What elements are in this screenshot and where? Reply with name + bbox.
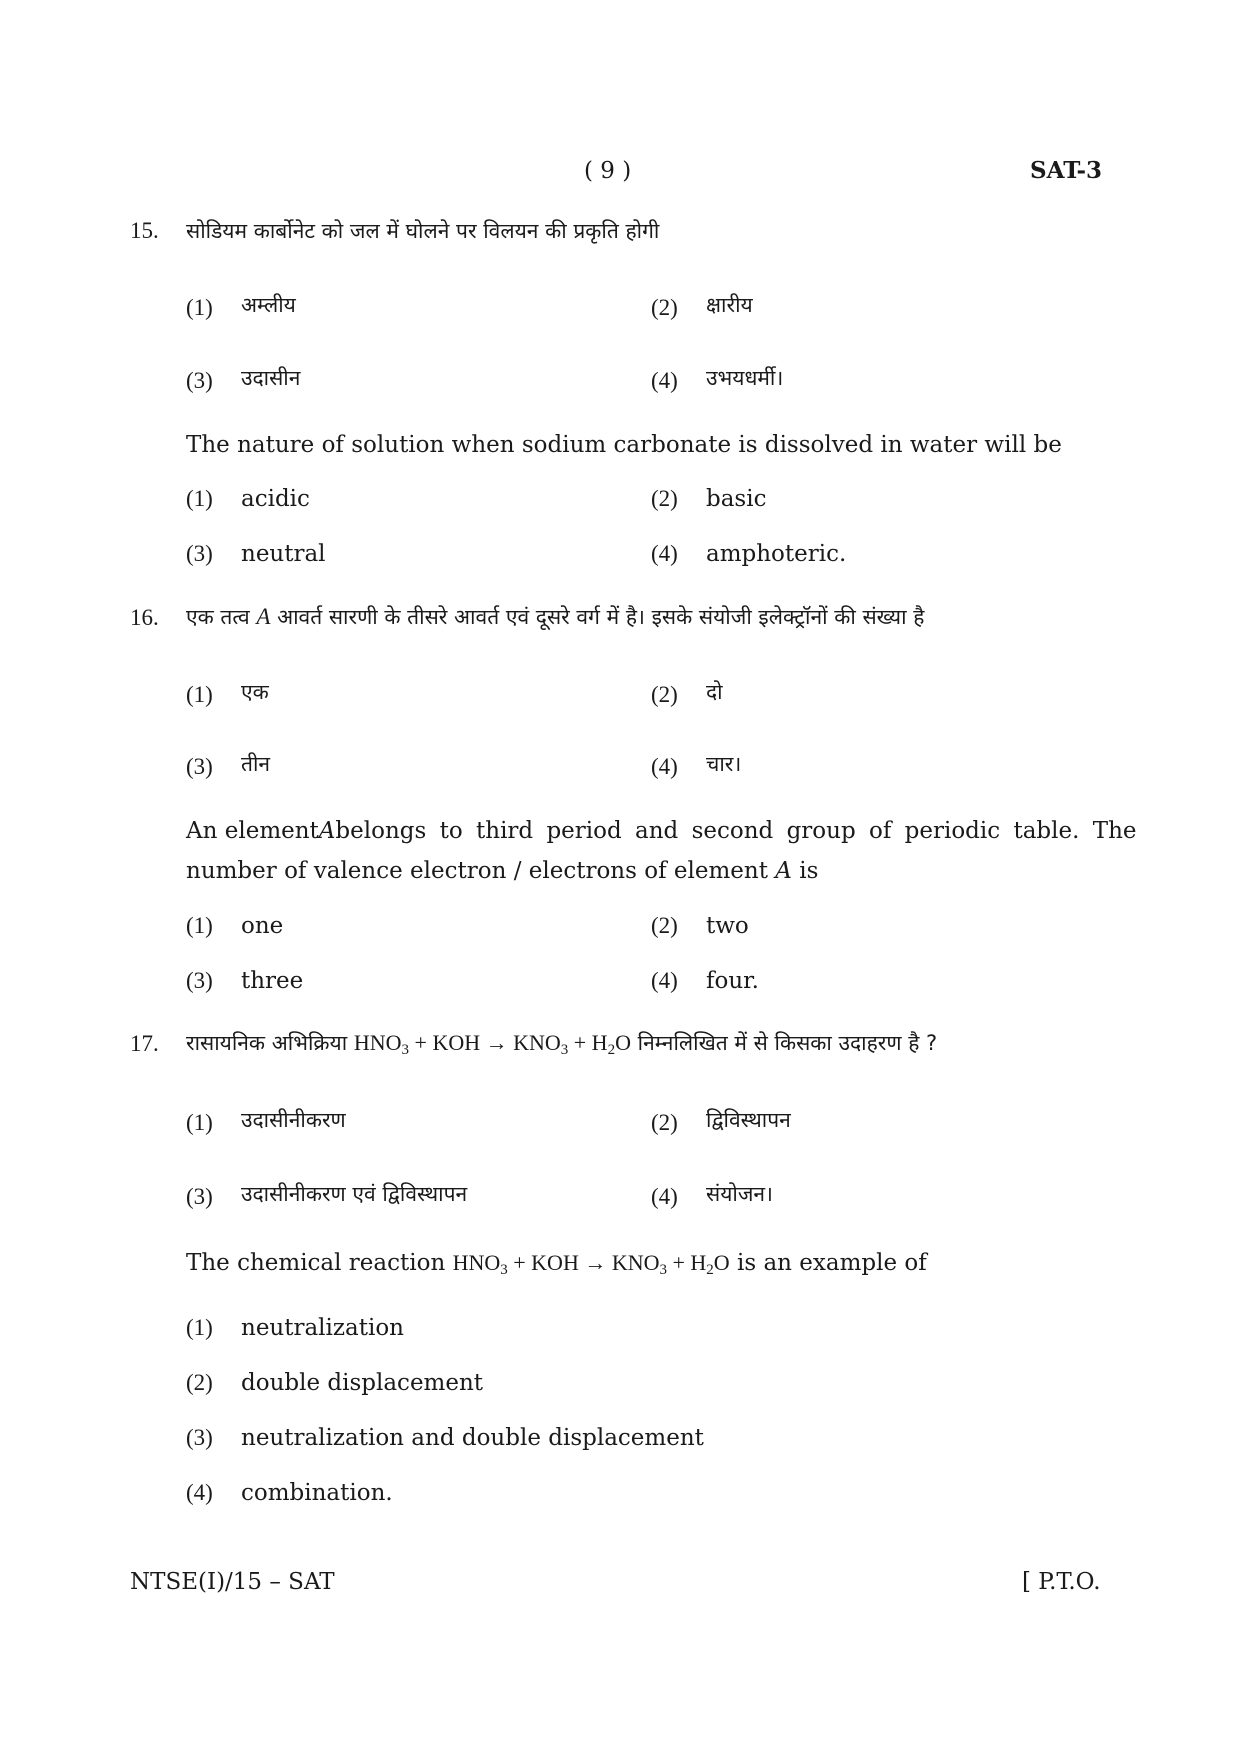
option-label: (3) xyxy=(186,968,213,993)
option-label: (2) xyxy=(651,682,678,707)
text-part: number of valence electron / electrons of element xyxy=(186,858,768,884)
text-part: An element xyxy=(186,818,319,844)
option-text-hindi: क्षारीय xyxy=(706,293,753,317)
text-part: The chemical reaction xyxy=(186,1250,446,1276)
question-number: 16. xyxy=(130,605,159,630)
eq-part: + KOH → KNO xyxy=(409,1030,561,1055)
paper-code: SAT-3 xyxy=(1030,157,1103,184)
page-number: ( 9 ) xyxy=(584,158,632,184)
text-part: निम्नलिखित में से किसका उदाहरण है ? xyxy=(637,1031,938,1055)
eq-subscript: 2 xyxy=(607,1042,616,1058)
option-label: (2) xyxy=(651,486,678,511)
text-part: रासायनिक अभिक्रिया xyxy=(186,1031,348,1055)
question-text-english: The nature of solution when sodium carbonate is dissolved in water will be xyxy=(186,432,1062,458)
option-text-english: amphoteric. xyxy=(706,541,847,567)
option-text-hindi: उदासीनीकरण xyxy=(241,1108,346,1132)
option-label: (2) xyxy=(651,295,678,320)
eq-part: + H xyxy=(568,1030,608,1055)
option-label: (2) xyxy=(651,913,678,938)
option-label: (4) xyxy=(651,754,678,779)
variable-symbol: A xyxy=(318,818,336,844)
question-text-hindi xyxy=(186,602,924,632)
eq-subscript: 3 xyxy=(401,1042,410,1058)
option-label: (3) xyxy=(186,754,213,779)
question-text-hindi: सोडियम कार्बोनेट को जल में घोलने पर विलयन की प्रकृति होगी xyxy=(186,219,660,243)
option-text-english: neutral xyxy=(241,541,326,567)
eq-part: + H xyxy=(667,1250,707,1275)
text-part: is xyxy=(799,858,819,884)
eq-part: HNO xyxy=(452,1250,501,1275)
chemical-equation xyxy=(452,1250,730,1278)
option-label: (2) xyxy=(651,1110,678,1135)
eq-part: O xyxy=(615,1030,631,1055)
option-text-hindi: संयोजन। xyxy=(706,1182,774,1206)
question-text-part: एक तत्व xyxy=(186,605,250,629)
text-part: is an example of xyxy=(737,1250,927,1276)
option-text-english: two xyxy=(706,913,749,939)
option-label: (3) xyxy=(186,1184,213,1209)
eq-part: + KOH → KNO xyxy=(507,1250,660,1275)
option-text-hindi: अम्लीय xyxy=(241,293,296,317)
option-label: (4) xyxy=(651,1184,678,1209)
option-label: (4) xyxy=(651,541,678,566)
option-label: (4) xyxy=(651,368,678,393)
text-part: belongs to third period and second group of periodic table. The xyxy=(335,818,1137,844)
option-label: (3) xyxy=(186,541,213,566)
option-label: (3) xyxy=(186,1425,213,1450)
eq-part: O xyxy=(713,1250,730,1275)
option-text-english: basic xyxy=(706,486,767,512)
eq-subscript: 3 xyxy=(500,1262,508,1278)
eq-subscript: 2 xyxy=(706,1262,714,1278)
question-text-hindi xyxy=(186,1028,937,1061)
question-number: 17. xyxy=(130,1031,159,1056)
option-text-english: three xyxy=(241,968,304,994)
option-label: (1) xyxy=(186,1110,213,1135)
option-label: (4) xyxy=(186,1480,213,1505)
option-text-english: four. xyxy=(706,968,759,994)
option-text-hindi: द्विविस्थापन xyxy=(706,1108,791,1132)
option-text-hindi: उभयधर्मी। xyxy=(706,366,784,390)
question-text-english-line1 xyxy=(186,816,1137,846)
option-label: (1) xyxy=(186,295,213,320)
option-text-hindi: तीन xyxy=(241,752,271,776)
option-text-english: neutralization xyxy=(241,1315,404,1341)
option-text-hindi: उदासीनीकरण एवं द्विविस्थापन xyxy=(241,1182,468,1206)
footer-code: NTSE(I)/15 – SAT xyxy=(130,1569,335,1595)
question-text-english-line2 xyxy=(186,856,818,886)
option-label: (1) xyxy=(186,682,213,707)
option-text-english: combination. xyxy=(241,1480,393,1506)
option-text-english: acidic xyxy=(241,486,310,512)
question-text-part: आवर्त सारणी के तीसरे आवर्त एवं दूसरे वर्ग में है। इसके संयोजी इलेक्ट्रॉनों की संख्या है xyxy=(277,605,925,629)
option-label: (2) xyxy=(186,1370,213,1395)
eq-subscript: 3 xyxy=(560,1042,569,1058)
option-text-hindi: उदासीन xyxy=(241,366,301,390)
eq-subscript: 3 xyxy=(659,1262,667,1278)
eq-part: HNO xyxy=(353,1030,402,1055)
option-label: (3) xyxy=(186,368,213,393)
question-text-english xyxy=(186,1248,927,1281)
option-text-english: double displacement xyxy=(241,1370,484,1396)
footer-pto: [ P.T.O. xyxy=(1022,1569,1101,1595)
option-label: (1) xyxy=(186,913,213,938)
option-text-hindi: दो xyxy=(706,680,723,704)
option-text-english: neutralization and double displacement xyxy=(241,1425,704,1451)
option-text-hindi: एक xyxy=(241,680,269,704)
option-text-english: one xyxy=(241,913,284,939)
option-text-hindi: चार। xyxy=(706,752,742,776)
option-label: (1) xyxy=(186,486,213,511)
chemical-equation xyxy=(353,1030,631,1058)
option-label: (4) xyxy=(651,968,678,993)
variable-symbol: A xyxy=(775,858,792,884)
question-number: 15. xyxy=(130,218,159,243)
option-label: (1) xyxy=(186,1315,213,1340)
variable-symbol: A xyxy=(256,604,271,629)
